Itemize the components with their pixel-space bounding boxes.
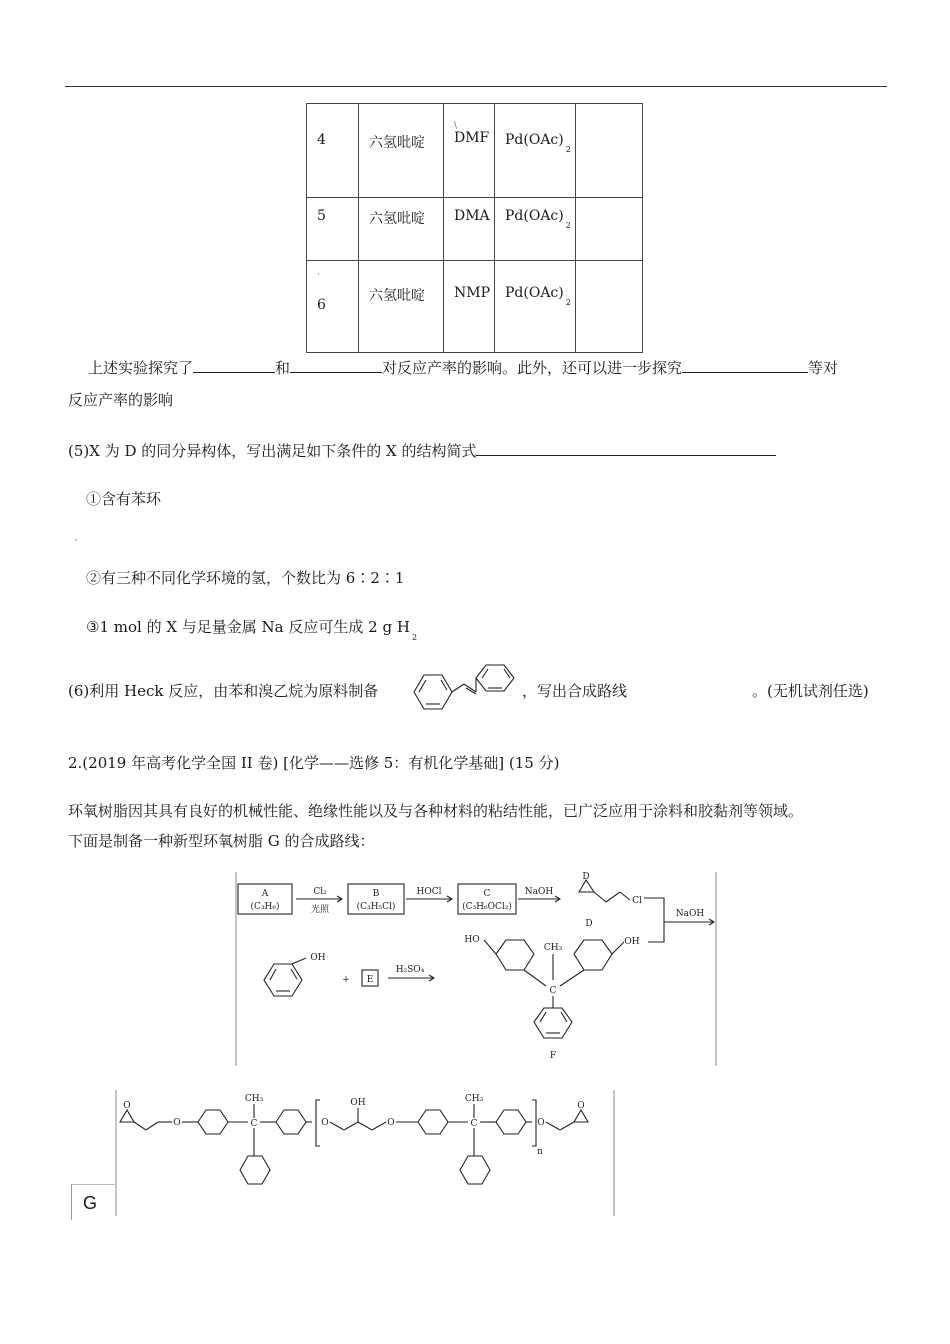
answer-blank[interactable] (476, 441, 776, 456)
label-oh: OH (350, 1098, 366, 1108)
oxygen-atom: O (321, 1118, 329, 1128)
catalyst-cell: Pd(OAc) (505, 132, 564, 148)
label-ho: HO (464, 935, 480, 945)
table-row (307, 104, 643, 198)
compound-g-label: G (71, 1184, 115, 1220)
label-d: D (585, 919, 593, 929)
q4-text: 和 (275, 359, 291, 377)
base-cell: 六氢吡啶 (369, 211, 425, 227)
p2-intro-line2: 下面是制备一种新型环氧树脂 G 的合成路线： (68, 832, 375, 850)
reagent-cl2: Cl₂ (313, 887, 327, 897)
row-number: 6 (317, 297, 326, 313)
phenol-ring (496, 940, 534, 970)
phenyl-ring (496, 1110, 526, 1134)
base-cell: 六氢吡啶 (369, 135, 425, 151)
h2-subscript: 2 (411, 633, 418, 642)
label-c-atom: C (470, 1119, 478, 1129)
row-number: 4 (317, 132, 326, 148)
synthesis-scheme (234, 872, 718, 1068)
formula-c: (C₃H₆OCl₂) (462, 902, 512, 912)
oxygen-atom: O (387, 1118, 395, 1128)
row-number: 5 (317, 208, 326, 224)
phenyl-ring (276, 1110, 306, 1134)
solvent-cell: NMP (454, 285, 491, 301)
phenyl-ring (418, 1110, 448, 1134)
table-row (307, 261, 643, 353)
label-c: C (483, 889, 491, 899)
label-n: n (537, 1147, 543, 1157)
label-b: B (372, 889, 380, 899)
p2-header: 2.(2019 年高考化学全国 II 卷) [化学——选修 5：有机化学基础] (15 分) (68, 754, 560, 772)
structure-g (114, 1090, 616, 1220)
q6-part2: ，写出合成路线 (522, 682, 628, 700)
answer-blank[interactable] (193, 358, 275, 373)
epoxide-ring (574, 1110, 588, 1122)
formula-a: (C₃H₆) (250, 902, 280, 912)
reagent-naoh: NaOH (524, 887, 554, 897)
row-mark: · (317, 270, 320, 280)
reagent-light: 光照 (310, 905, 330, 915)
q4-text: 等对 (808, 359, 839, 377)
phenol-ring (574, 940, 612, 970)
label-a: A (261, 889, 269, 899)
epoxide-ring (120, 1110, 134, 1122)
solvent-mark: \ (454, 121, 458, 131)
q5-cond3-text: ③1 mol 的 X 与足量金属 Na 反应可生成 2 g H (86, 618, 410, 636)
repeat-bracket-right (532, 1100, 536, 1146)
q5-cond2: ②有三种不同化学环境的氢，个数比为 6∶2∶1 (86, 569, 405, 587)
stray-mark: 、 (74, 533, 84, 543)
label-ch3: CH₃ (543, 943, 563, 953)
reagent-naoh-2: NaOH (675, 909, 705, 919)
oxygen-atom: O (537, 1118, 545, 1128)
label-c-atom: C (250, 1119, 258, 1129)
label-cl: Cl (632, 896, 642, 906)
answer-blank[interactable] (682, 358, 808, 373)
base-cell: 六氢吡啶 (369, 288, 425, 304)
q5-stem (68, 440, 776, 461)
oxygen-atom: O (577, 1101, 585, 1111)
q5-cond1: ①含有苯环 (86, 490, 162, 508)
label-c-atom: C (549, 986, 557, 996)
label-ch3: CH₃ (244, 1094, 264, 1104)
q6-part1: (6)利用 Heck 反应，由苯和溴乙烷为原料制备 (68, 682, 379, 700)
q4-line2: 反应产率的影响 (68, 391, 174, 409)
solvent-cell: DMF (454, 130, 490, 146)
reagent-h2so4: H₂SO₄ (395, 965, 425, 975)
label-f: F (549, 1051, 557, 1061)
phenyl-ring (460, 1156, 490, 1184)
solvent-cell: DMA (454, 208, 490, 224)
label-oh: OH (624, 937, 640, 947)
q6-part3: 。(无机试剂任选) (752, 682, 869, 700)
q5-cond3 (86, 616, 417, 642)
stilbene-structure (404, 660, 522, 712)
table-row (307, 198, 643, 261)
oxygen-atom: D (582, 872, 590, 882)
answer-blank[interactable] (290, 358, 382, 373)
label-e: E (366, 975, 374, 985)
experiment-table (306, 103, 643, 353)
oxygen-atom: O (173, 1118, 181, 1128)
oxygen-atom: O (123, 1101, 131, 1111)
phenyl-ring (240, 1156, 270, 1184)
q4-text: 对反应产率的影响。此外，还可以进一步探究 (382, 359, 683, 377)
label-oh: OH (310, 953, 326, 963)
header-rule (65, 86, 887, 87)
q5-text: (5)X 为 D 的同分异构体，写出满足如下条件的 X 的结构简式 (68, 442, 477, 460)
catalyst-cell: Pd(OAc) (505, 285, 564, 301)
formula-b: (C₃H₅Cl) (356, 902, 396, 912)
repeat-bracket-left (316, 1100, 320, 1146)
reagent-hocl: HOCl (416, 887, 442, 897)
plus-sign: + (342, 975, 350, 985)
catalyst-cell: Pd(OAc) (505, 208, 564, 224)
catalyst-subscript: 2 (565, 298, 571, 307)
phenyl-ring (198, 1110, 228, 1134)
catalyst-subscript: 2 (565, 145, 571, 154)
benzene-ring (476, 665, 514, 691)
q4-line1 (88, 357, 838, 378)
label-ch3: CH₃ (464, 1094, 484, 1104)
q4-text: 上述实验探究了 (88, 359, 194, 377)
catalyst-subscript: 2 (565, 221, 571, 230)
p2-intro-line1: 环氧树脂因其具有良好的机械性能、绝缘性能以及与各种材料的粘结性能，已广泛应用于涂料和胶黏剂等领域。 (68, 802, 804, 820)
